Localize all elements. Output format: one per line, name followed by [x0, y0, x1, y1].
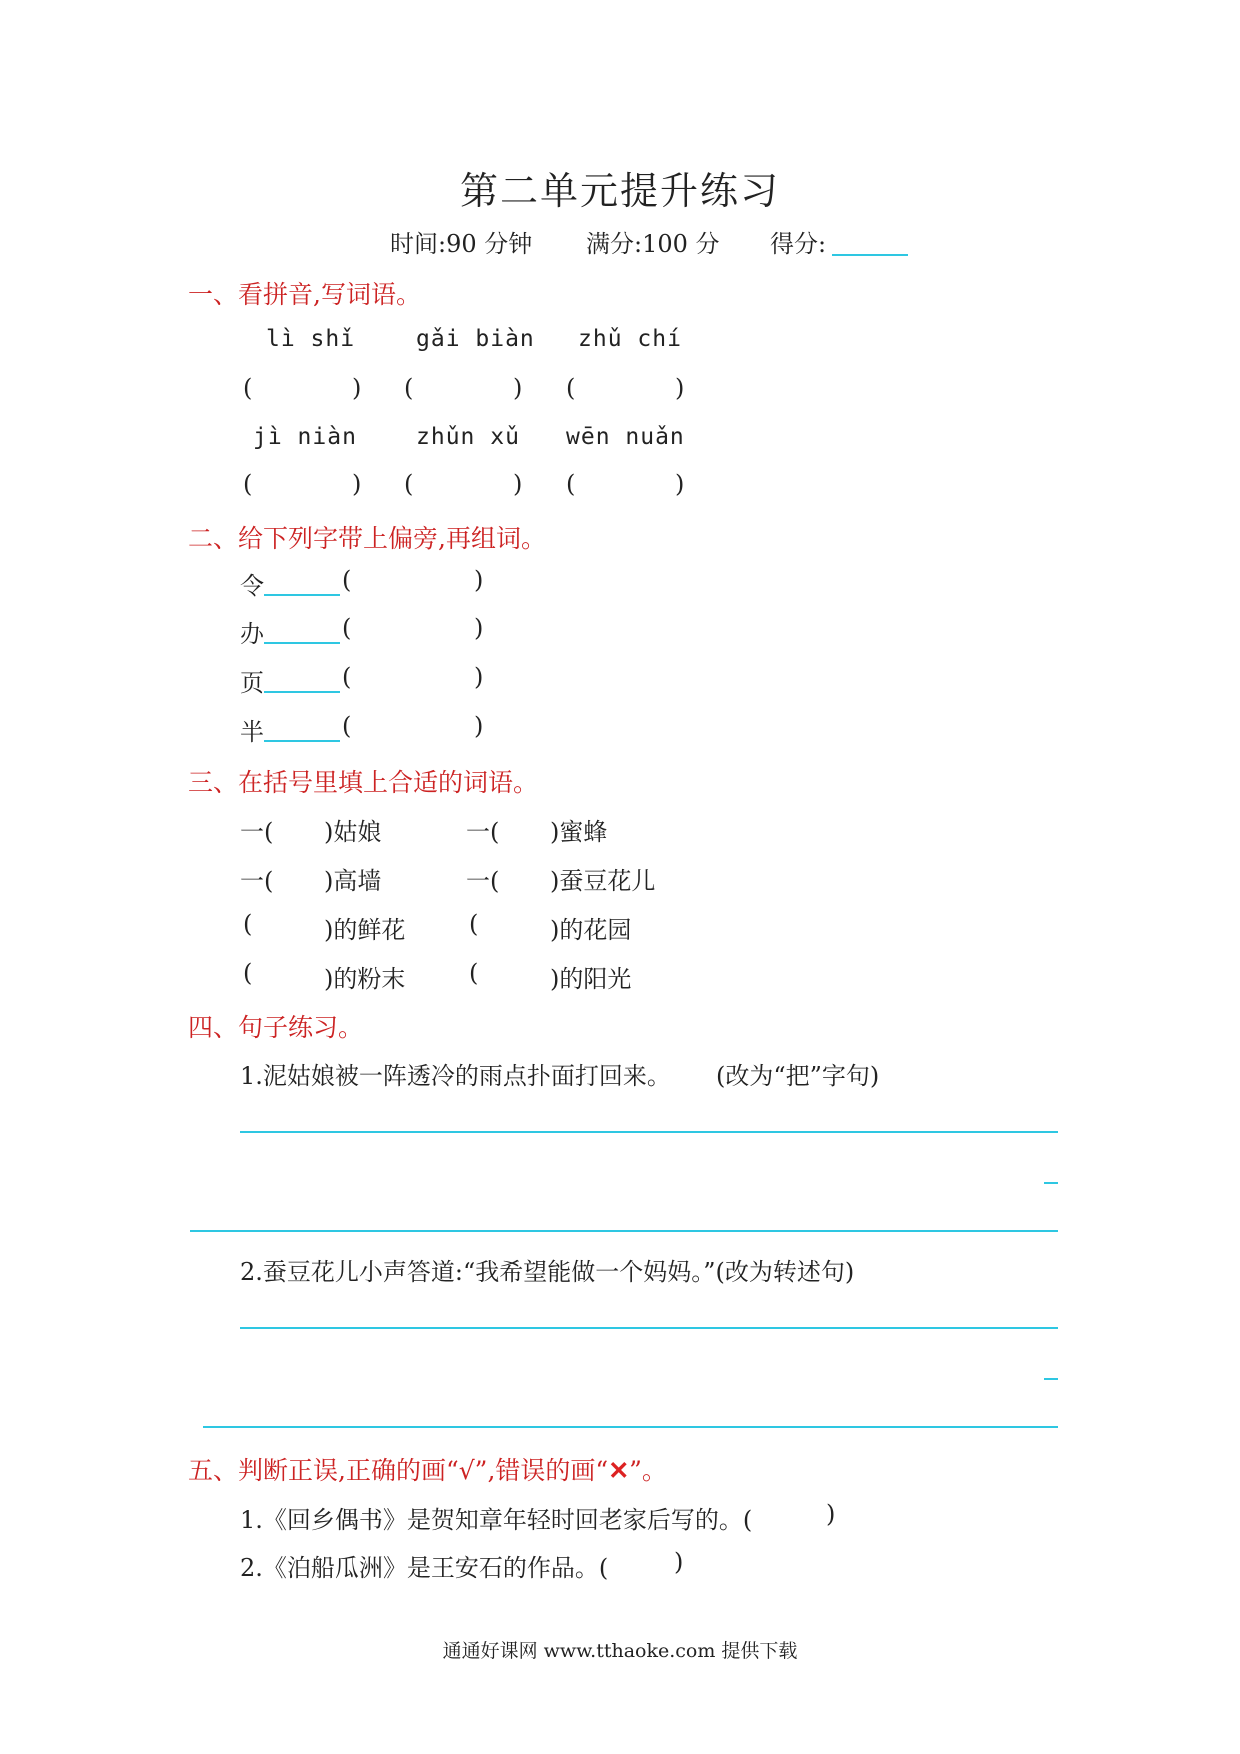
- word-paren-open: (: [342, 614, 352, 642]
- answer-line[interactable]: [1044, 1378, 1058, 1380]
- answer-line[interactable]: [240, 1327, 1058, 1329]
- answer-line[interactable]: [240, 1131, 1058, 1133]
- pinyin-2: gǎi biàn: [416, 326, 535, 352]
- fill-prefix: 一(: [466, 818, 500, 846]
- fill-suffix: )的阳光: [550, 965, 632, 993]
- answer-paren-open: (: [243, 470, 253, 498]
- fill-suffix: )姑娘: [324, 818, 382, 846]
- answer-paren-open: (: [566, 470, 576, 498]
- section-2-heading: 二、给下列字带上偏旁,再组词。: [188, 524, 546, 553]
- judge-question-1: 1.《回乡偶书》是贺知章年轻时回老家后写的。(: [240, 1506, 753, 1534]
- heading-text: ”。: [629, 1456, 667, 1485]
- fill-suffix: )高墙: [324, 867, 382, 895]
- word-paren-close: ): [474, 614, 484, 642]
- answer-paren-close: ): [675, 374, 685, 402]
- answer-paren-close: ): [513, 374, 523, 402]
- answer-line[interactable]: [190, 1230, 1058, 1232]
- fill-prefix: (: [243, 959, 253, 987]
- sentence-question-1: 1.泥姑娘被一阵透冷的雨点扑面打回来。: [240, 1062, 671, 1090]
- word-paren-open: (: [342, 566, 352, 594]
- full-score-label: 满分:100 分: [586, 230, 720, 258]
- footer-credit: 通通好课网 www.tthaoke.com 提供下载: [442, 1640, 798, 1662]
- heading-text: 五、判断正误,正确的画“: [188, 1456, 459, 1485]
- fill-prefix: 一(: [240, 867, 274, 895]
- answer-paren-close: ): [513, 470, 523, 498]
- fill-prefix: (: [243, 910, 253, 938]
- pinyin-4: jì niàn: [253, 424, 357, 450]
- section-3-heading: 三、在括号里填上合适的词语。: [188, 768, 539, 797]
- radical-blank[interactable]: [264, 740, 340, 742]
- radical-char: 令: [240, 572, 264, 600]
- radical-char: 页: [240, 669, 264, 697]
- fill-suffix: )的粉末: [324, 965, 406, 993]
- pinyin-3: zhǔ chí: [578, 326, 682, 352]
- page-title: 第二单元提升练习: [459, 169, 780, 213]
- fill-suffix: )蚕豆花儿: [550, 867, 656, 895]
- score-label: 得分:: [770, 230, 827, 258]
- section-5-heading: [188, 1451, 667, 1487]
- judge-question-2: 2.《泊船瓜洲》是王安石的作品。(: [240, 1554, 609, 1582]
- fill-prefix: 一(: [466, 867, 500, 895]
- word-paren-open: (: [342, 663, 352, 691]
- answer-paren-open: (: [243, 374, 253, 402]
- word-paren-open: (: [342, 712, 352, 740]
- fill-suffix: )蜜蜂: [550, 818, 608, 846]
- check-mark-icon: √: [458, 1456, 475, 1485]
- section-4-heading: 四、句子练习。: [188, 1013, 364, 1042]
- sentence-hint-1: (改为“把”字句): [716, 1062, 880, 1090]
- word-paren-close: ): [474, 566, 484, 594]
- score-blank[interactable]: [832, 254, 908, 256]
- word-paren-close: ): [474, 663, 484, 691]
- answer-paren-close: ): [352, 470, 362, 498]
- answer-paren-open: (: [404, 470, 414, 498]
- radical-blank[interactable]: [264, 594, 340, 596]
- pinyin-5: zhǔn xǔ: [416, 424, 520, 450]
- sentence-question-2: 2.蚕豆花儿小声答道:“我希望能做一个妈妈。”(改为转述句): [240, 1258, 855, 1286]
- fill-suffix: )的花园: [550, 916, 632, 944]
- answer-paren-open: (: [566, 374, 576, 402]
- judge-paren-close: ): [826, 1500, 836, 1528]
- radical-char: 半: [240, 718, 264, 746]
- pinyin-6: wēn nuǎn: [566, 424, 685, 450]
- fill-prefix: (: [469, 910, 479, 938]
- fill-prefix: (: [469, 959, 479, 987]
- judge-paren-close: ): [674, 1548, 684, 1576]
- fill-prefix: 一(: [240, 818, 274, 846]
- answer-paren-open: (: [404, 374, 414, 402]
- section-1-heading: 一、看拼音,写词语。: [188, 280, 421, 309]
- answer-line[interactable]: [1044, 1182, 1058, 1184]
- fill-suffix: )的鲜花: [324, 916, 406, 944]
- cross-mark-icon: ✕: [608, 1456, 630, 1485]
- time-label: 时间:90 分钟: [390, 230, 533, 258]
- heading-text: ”,错误的画“: [474, 1456, 609, 1485]
- answer-paren-close: ): [675, 470, 685, 498]
- radical-blank[interactable]: [264, 691, 340, 693]
- radical-blank[interactable]: [264, 642, 340, 644]
- answer-line[interactable]: [203, 1426, 1058, 1428]
- pinyin-1: lì shǐ: [266, 326, 356, 352]
- word-paren-close: ): [474, 712, 484, 740]
- radical-char: 办: [240, 620, 264, 648]
- answer-paren-close: ): [352, 374, 362, 402]
